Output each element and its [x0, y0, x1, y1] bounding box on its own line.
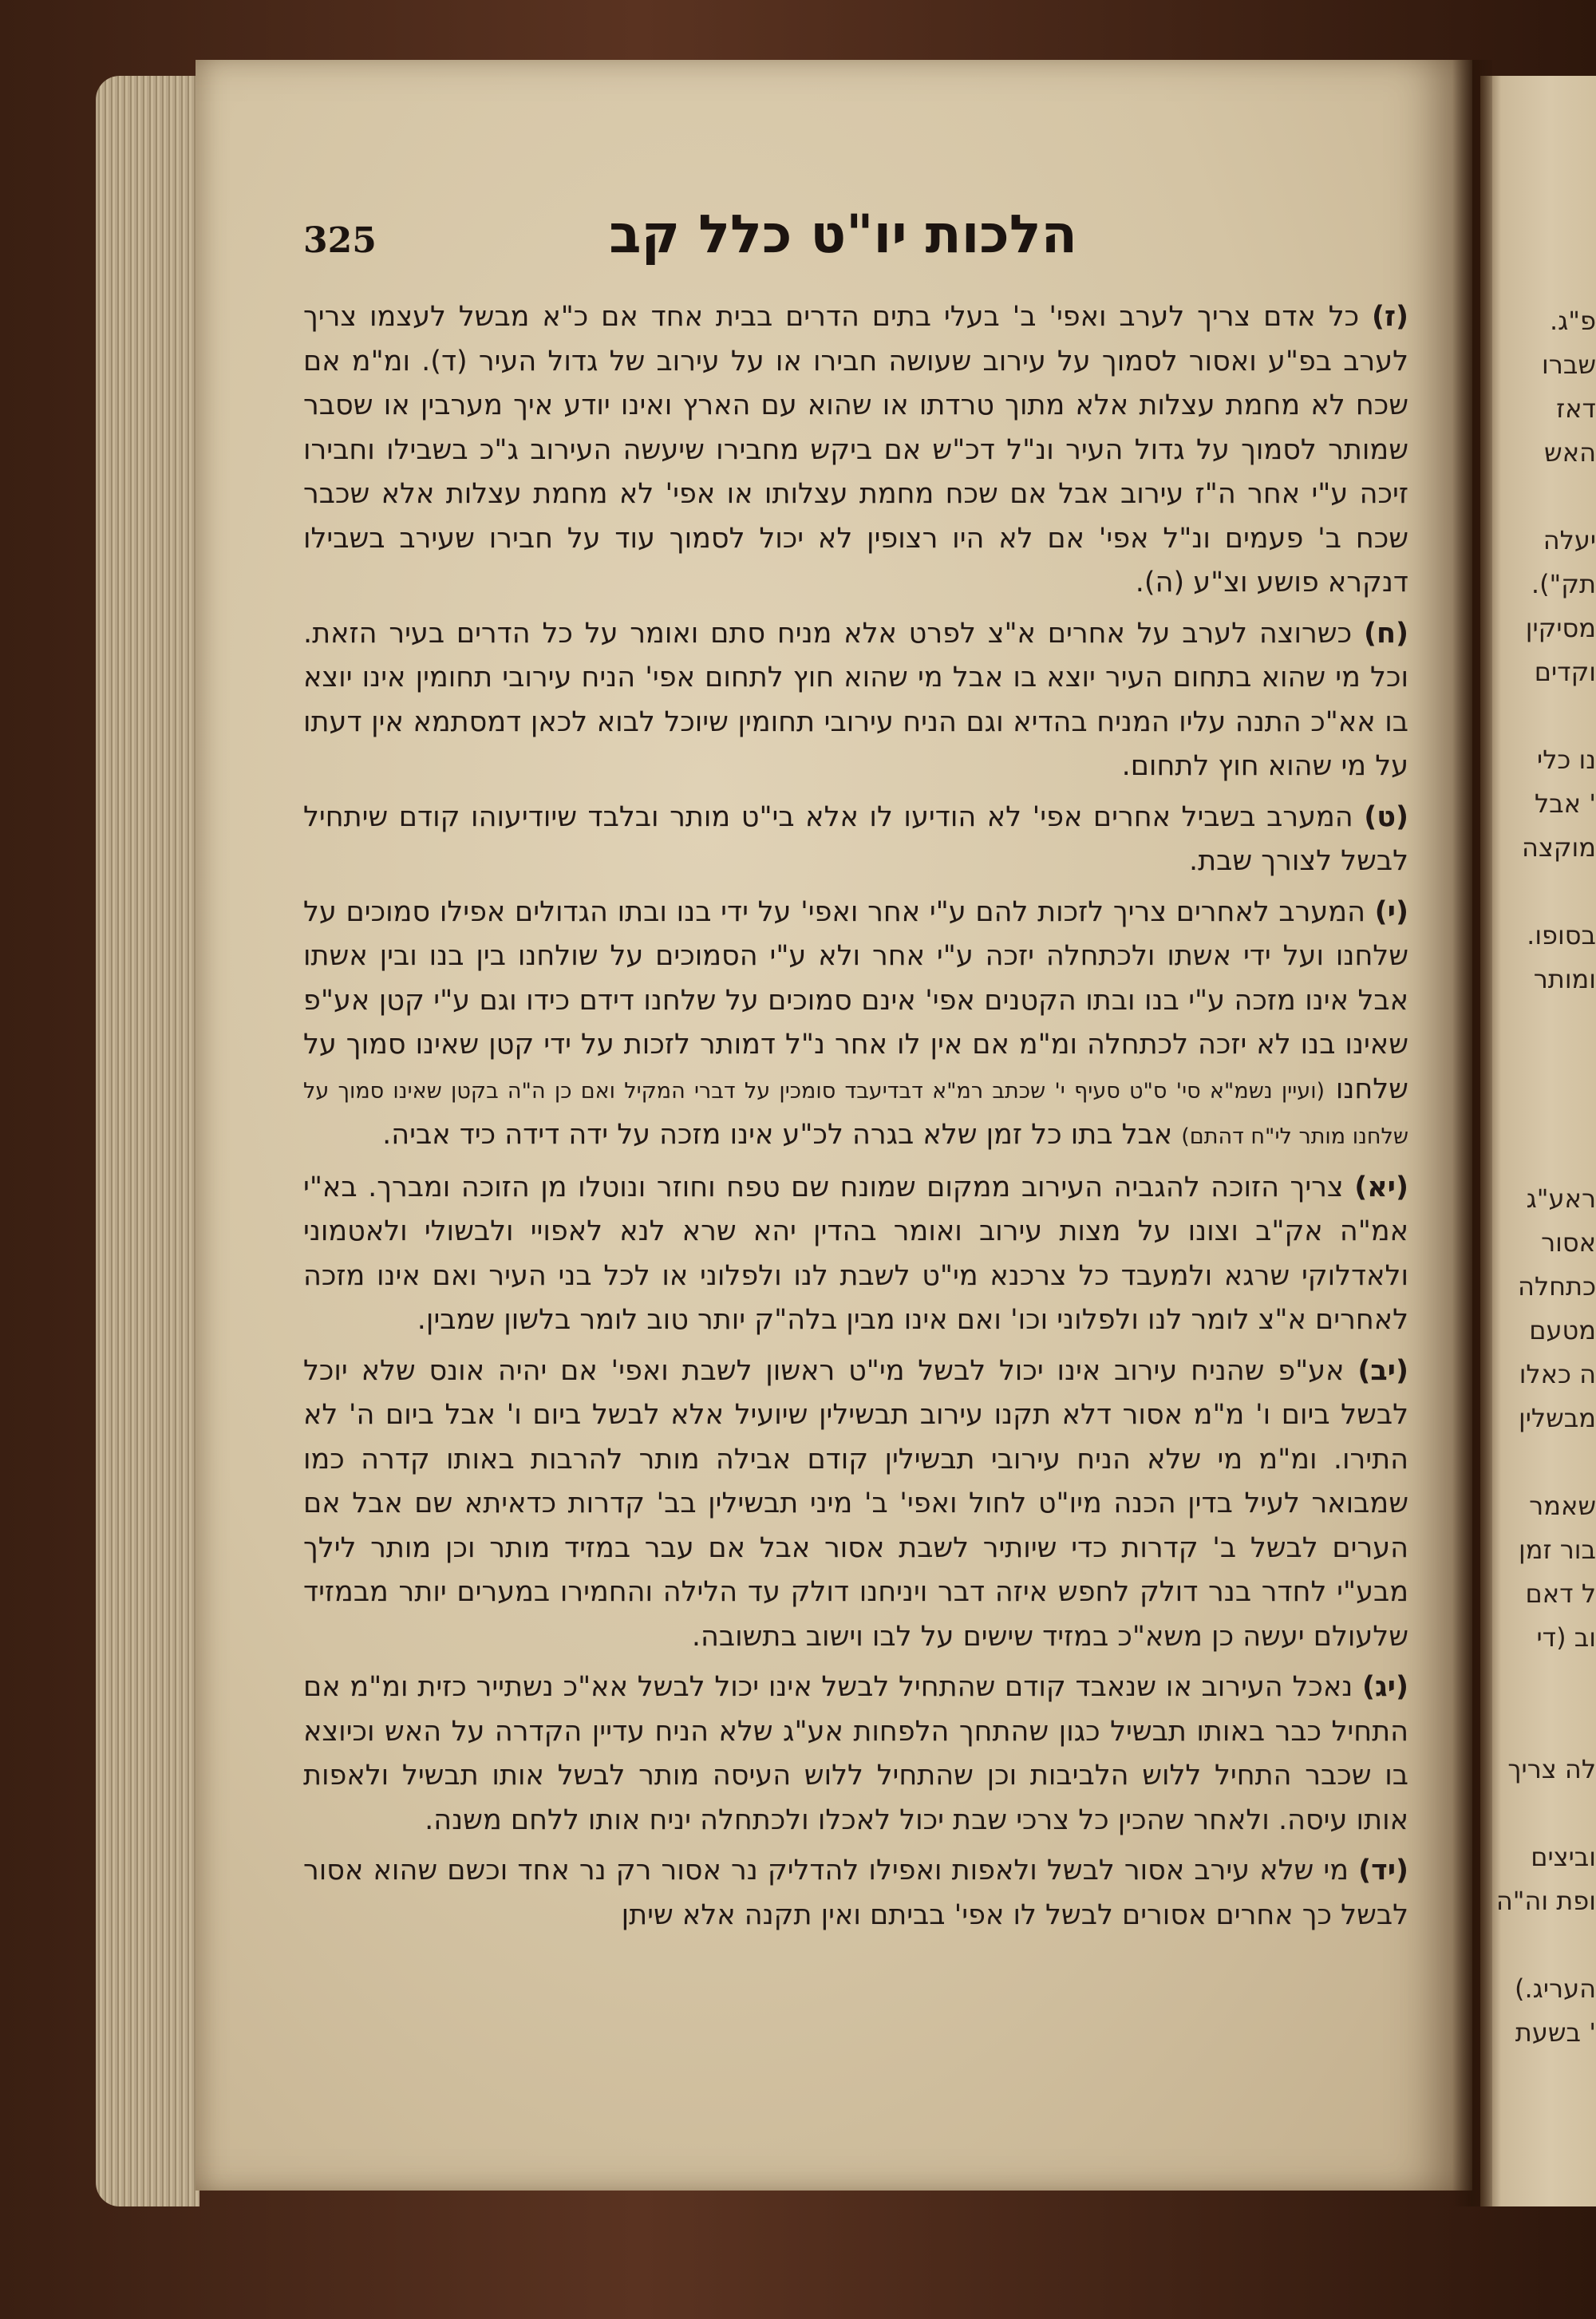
paragraph-7	[303, 295, 1408, 606]
facing-page-line	[1520, 475, 1596, 519]
page-number: 325	[303, 220, 377, 261]
facing-page-line: שאמר	[1529, 1491, 1596, 1521]
facing-page-line: בור זמן	[1519, 1535, 1596, 1565]
facing-page-line: אסור	[1541, 1227, 1596, 1258]
facing-page-line: ומותר	[1533, 964, 1596, 994]
facing-page-line: העריג.)	[1515, 1973, 1596, 2004]
facing-page-line: בסופו.	[1527, 920, 1596, 950]
paragraph-12	[303, 1349, 1408, 1660]
paragraph-14	[303, 1849, 1408, 1938]
inline-note: (ועיין נשמ"א סי' ס"ט סעיף י' שכתב רמ"א דבדיעבד סומכין על דברי המקיל ואם כן ה"ה בקטן שאינו סמוך על שלחנו מותר לי"ח דהתם)	[303, 1078, 1408, 1149]
paragraph-text: כשרוצה לערב על אחרים א"צ לפרט אלא מניח סתם ואומר על כל הדרים בעיר הזאת. וכל מי שהוא בתחום העיר יוצא בו אבל מי שהוא חוץ לתחום אפי' הניח עירובי תחומין אינו יוצא בו אא"כ התנה עליו המניח בהדיא וגם הניח עירובי תחומין שיוכל לבוא לכאן דמסתמא אין דעתו על מי שהוא חוץ לתחום.	[303, 617, 1408, 782]
facing-page-line: נו כלי	[1537, 745, 1596, 775]
paragraph-11	[303, 1166, 1408, 1343]
section-number: (יא)	[1354, 1171, 1408, 1203]
facing-page-line	[1520, 1923, 1596, 1967]
facing-page-line: מוקצה	[1521, 832, 1596, 863]
facing-page-line: ' בשעת	[1515, 2017, 1596, 2048]
facing-page-line: מטעם	[1529, 1315, 1596, 1345]
paragraph-text: צריך הזוכה להגביה העירוב ממקום שמונח שם טפח וחוזר ונוטלו מן הזוכה ומברך. בא"י אמ"ה אק"ב וצונו על מצות עירוב ואומר בהדין יהא שרא לנא לאפויי ולבשולי ולאטמוני ולאדלוקי שרגא ולמעבד כל צרכנא מי"ט לשבת לנו ולפלוני או לכל בני העיר ואם אינו מזכה לאחרים א"צ לומר לנו ולפלוני וכו' ואם אינו מבין בלה"ק יותר טוב לומר בלשון שמבין.	[303, 1171, 1408, 1336]
facing-page-line: האש	[1544, 437, 1596, 468]
paragraph-text: המערב לאחרים צריך לזכות להם ע"י אחר ואפי' על ידי בנו ובתו הגדולים אפילו סמוכים על שלחנו ועל ידי אשתו ולכתחלה יזכה ע"י אחר ולא ע"י הסמוכים על שולחנו בין בנו ובין אשתו אבל אינו מזכה ע"י בנו ובתו הקטנים אפי' אינם סמוכים על שלחנו דידם כידו וגם ע"י קטן אע"פ שאינו בנו לא יזכה לכתחלה ומ"מ אם אין לו אחר נ"ל דמותר לזכות על ידי קטן שאינו סמוך על שלחנו	[303, 895, 1408, 1105]
section-number: (ז)	[1371, 301, 1408, 333]
facing-page-line	[1520, 1660, 1596, 1704]
facing-page-line	[1520, 1704, 1596, 1748]
facing-page-line	[1520, 694, 1596, 738]
facing-page-line: וקדים	[1534, 657, 1596, 687]
facing-page-line	[1520, 1792, 1596, 1835]
paragraph-9	[303, 796, 1408, 884]
facing-page-line: ' אבל	[1534, 788, 1596, 819]
paragraph-text: מי שלא עירב אסור לבשל ולאפות ואפילו להדליק נר אסור רק נר אחד וכשם שהוא אסור לבשל כך אחרים אסורים לבשל לו אפי' בביתם ואין תקנה אלא שיתן	[303, 1855, 1408, 1931]
facing-page-line	[1520, 1001, 1596, 1045]
facing-page-line: יעלה	[1543, 525, 1596, 555]
facing-page-line: ופת וה"ה	[1495, 1886, 1596, 1916]
paragraph-text: אע"פ שהניח עירוב אינו יכול לבשל מי"ט ראשון לשבת ואפי' אם יהיה אונס שלא יוכל לבשל ביום ו' מ"מ אסור דלא תקנו עירוב תבשילין שיועיל אלא לבשל ביום ו' אבל ביום ה' לא התירו. ומ"מ מי שלא הניח עירובי תבשילין קודם אבילה מותר להרבות באותו קדרה כמו שמבואר לעיל בדין הכנה מיו"ט לחול ואפי' ב' מיני תבשילין בב' קדרות כדאיתא שם אבל אם הערים לבשל ב' קדרות כדי שיותיר לשבת אסור אבל אם עבר במזיד מותר וכן מותר לילך מבע"י לחדר בנר דולק לחפש איזה דבר ויניחנו דולק עד הלילה והחמירו במערים יותר מבמזיד שלעולם יעשה כן משא"כ במזיד שישים על לבו וישוב בתשובה.	[303, 1354, 1408, 1653]
paragraph-text: המערב בשביל אחרים אפי' לא הודיעו לו אלא בי"ט מותר ובלבד שיודיעוהו קודם שיתחיל לבשל לצורך שבת.	[303, 800, 1408, 877]
section-number: (ט)	[1364, 800, 1408, 833]
facing-page-line: פ"ג.	[1549, 306, 1596, 336]
section-number: (י)	[1374, 895, 1408, 928]
facing-page-line: לה צריך	[1507, 1754, 1596, 1784]
facing-page-line: שברו	[1542, 350, 1596, 380]
paragraph-text: נאכל העירוב או שנאבד קודם שהתחיל לבשל אינו יכול לבשל אא"כ נשתייר כזית ומ"מ אם התחיל כבר באותו תבשיל כגון שהתחך הלפחות אע"ג שלא הניח עדיין הקדרה על האש וכיוצא בו שכבר התחיל ללוש הלביבות וכן שהתחיל ללוש העיסה מותר לבשל אותו תבשיל ולאפות אותו עיסה. ולאחר שהכין כל צרכי שבת יכול לאכלו ולכתחלה יניח אותו ללחם משנה.	[303, 1671, 1408, 1836]
book-gutter	[1452, 60, 1492, 2206]
facing-page-line: ראע"ג	[1526, 1183, 1596, 1214]
facing-page-line: תק").	[1531, 569, 1596, 599]
paragraph-text: כל אדם צריך לערב ואפי' ב' בעלי בתים הדרים בבית אחד אם כ"א מבשל לעצמו צריך לערב בפ"ע ואסור לסמוך על עירוב שעושה חבירו או על עירוב של גדול העיר (ד). ומ"מ אם שכח לא מחמת עצלות אלא מתוך טרדתו או שהוא עם הארץ ואינו יודע איך מערבין או שסבר שמותר לסמוך על גדול העיר ונ"ל דכ"ש אם ביקש מחבירו שיעשה העירוב ג"כ בשבילו וחבירו זיכה ע"י אחר ה"ז עירוב אבל אם שכח מחמת עצלותו או אפי' לא מחמת עצלות אלא שכבר שכח ב' פעמים ונ"ל אפי' אם לא היו רצופין לא יכול לסמוך עוד על חבירו שעירב בשבילו דנקרא פושע וצ"ע (ה).	[303, 301, 1408, 599]
facing-page-line: ה כאלו	[1519, 1359, 1596, 1389]
text-body	[303, 295, 1408, 1944]
facing-page-line: וביצים	[1531, 1842, 1596, 1872]
facing-page-line: דאז	[1556, 393, 1596, 424]
section-number: (יד)	[1358, 1855, 1408, 1886]
facing-page-line	[1520, 1440, 1596, 1484]
facing-page-line: כתחלה	[1518, 1271, 1596, 1302]
facing-page-line	[1520, 1045, 1596, 1089]
facing-page-line: מבשלין	[1519, 1403, 1596, 1433]
paragraph-10	[303, 891, 1408, 1160]
facing-page-line	[1520, 1089, 1596, 1133]
facing-page-line: וב (די	[1536, 1622, 1596, 1653]
facing-page-line	[1520, 870, 1596, 914]
section-number: (יג)	[1362, 1671, 1408, 1703]
paragraph-13	[303, 1665, 1408, 1843]
facing-page-line	[1520, 1133, 1596, 1177]
facing-page-line: ל דאם	[1525, 1578, 1596, 1609]
running-title: הלכות יו"ט כלל קב	[609, 203, 1077, 265]
section-number: (ח)	[1363, 617, 1408, 650]
facing-page-line: מסיקין	[1525, 613, 1596, 643]
page-edges	[96, 76, 200, 2206]
facing-page-text	[1495, 299, 1596, 2055]
paragraph-8	[303, 612, 1408, 789]
paragraph-tail: אבל בתו כל זמן שלא בגרה לכ"ע אינו מזכה על ידה דידה כיד אביה.	[382, 1119, 1173, 1151]
section-number: (יב)	[1357, 1354, 1408, 1387]
